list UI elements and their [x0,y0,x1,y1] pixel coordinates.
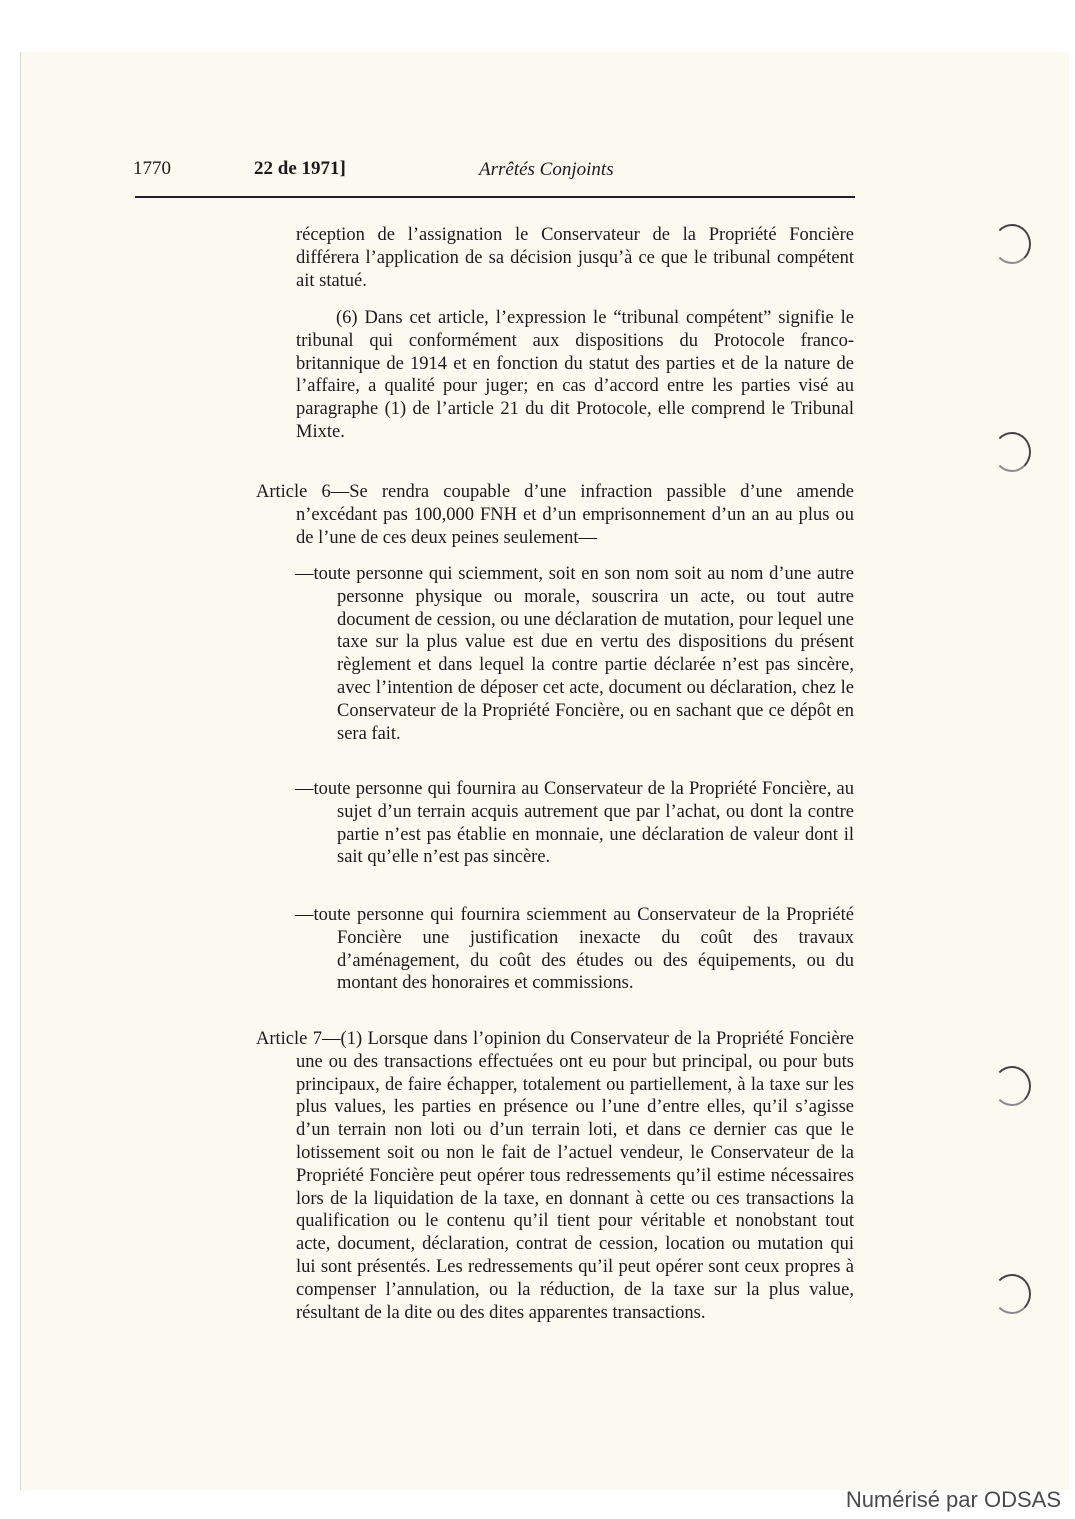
header-rule [135,196,855,198]
punch-hole [993,224,1031,264]
paragraph-continuation: réception de l’assignation le Conservateur de la Propriété Foncière différera l’application de sa décision jusqu’à ce que le tribunal compétent ait statué. [296,225,854,291]
article-6: Article 6—Se rendra coupable d’une infraction passible d’une amende n’excédant pas 100,000 FNH et d’un emprisonnement d’un an au plus ou de l’une de ces deux peines seulement— [256,482,854,548]
paragraph-definition: (6) Dans cet article, l’expression le “tribunal compétent” signifie le tribunal qui conformément aux dispositions du Protocole franco-britannique de 1914 et en fonction du statut des parties et de la nature de l’affaire, a qualité pour juger; en cas d’accord entre les parties visé au paragraphe (1) de l’article 21 du dit Protocole, elle comprend le Tribunal Mixte. [296,308,854,442]
page-header [133,158,855,186]
article-6-item: —toute personne qui fournira au Conservateur de la Propriété Foncière, au sujet d’un terrain acquis autrement que par l’achat, ou dont la contre partie n’est pas établie en monnaie, une déclaration de valeur dont il sait qu’elle n’est pas sincère. [295,779,854,868]
punch-hole [993,1066,1031,1106]
punch-hole [993,432,1031,472]
digitization-watermark: Numérisé par ODSAS [845,1487,1061,1512]
page-number: 1770 [133,158,171,179]
article-7: Article 7—(1) Lorsque dans l’opinion du Conservateur de la Propriété Foncière une ou des transactions effectuées ont eu pour but principal, ou pour buts principaux, de faire échapper, totalement ou partiellement, à la taxe sur les plus values, les parties en présence ou l’une d’entre elles, qu’il s’agisse d’un terrain non loti ou d’un terrain loti, et dans ce dernier cas que le lotissement soit ou non le fait de l’actuel vendeur, le Conservateur de la Propriété Foncière peut opérer tous redressements qu’il estime nécessaires lors de la liquidation de la taxe, en donnant à cette ou ces transactions la qualification ou le contenu qu’il tient pour véritable et nonobstant tout acte, document, déclaration, contrat de cession, location ou mutation qui lui sont présentés. Les redressements qu’il peut opérer sont ceux propres à compenser l’annulation, ou la réduction, de la taxe sur la plus value, résultant de la dite ou des dites apparentes transactions. [256,1029,854,1323]
running-title: Arrêtés Conjoints [479,159,614,180]
punch-hole [993,1274,1031,1314]
article-6-item: —toute personne qui sciemment, soit en son nom soit au nom d’une autre personne physique ou morale, souscrira un acte, ou tout autre document de cession, ou une déclaration de mutation, pour lequel une taxe sur la plus value est due en vertu des dispositions du présent règlement et dans lequel la contre partie déclarée n’est pas sincère, avec l’intention de déposer cet acte, document ou déclaration, chez le Conservateur de la Propriété Foncière, ou en sachant que ce dépôt en sera fait. [295,564,854,744]
issue-reference: 22 de 1971] [254,158,346,179]
article-6-item: —toute personne qui fournira sciemment au Conservateur de la Propriété Foncière une justification inexacte du coût des travaux d’aménagement, du coût des études ou des équipements, ou du montant des honoraires et commissions. [295,905,854,994]
